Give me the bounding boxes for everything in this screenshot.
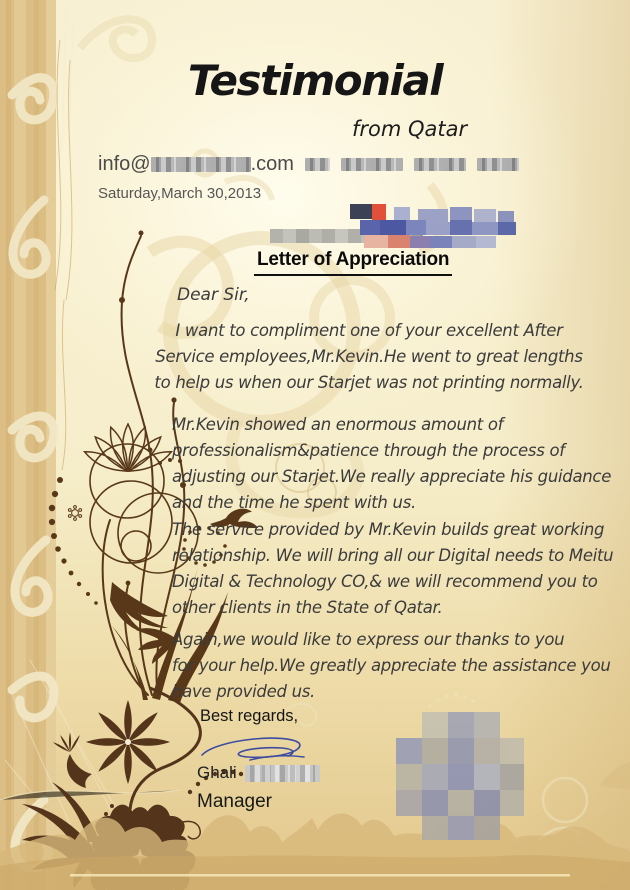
page-subtitle: from Qatar [352,117,468,141]
contact-line [98,153,519,176]
paragraph-2 [172,412,630,516]
signer-title: Manager [197,791,272,812]
paragraph-line: Mr.Kevin showed an enormous amount of [172,415,504,434]
paragraph-line: Service employees,Mr.Kevin.He went to great lengths [155,347,583,366]
paragraph-line: relationship. We will bring all our Digital needs to Meitu [172,546,614,565]
paragraph-line: and the time he spent with us. [172,493,416,512]
paragraph-4 [172,627,630,705]
paragraph-line: have provided us. [172,682,315,701]
letter-date: Saturday,March 30,2013 [98,185,262,202]
redacted-surname [245,765,320,782]
signer-name-row [197,763,320,783]
paragraph-line: adjusting our Starjet.We really appreciate his guidance [172,467,612,486]
paragraph-3 [172,517,630,621]
email-prefix: info@ [98,153,151,175]
paragraph-line: for your help.We greatly appreciate the assistance you [172,656,611,675]
redacted-contact-2 [341,158,403,171]
paragraph-line: Again,we would like to express our thanks to you [172,630,565,649]
paragraph-line: I want to compliment one of your excellent After [175,321,563,340]
email-suffix: .com [250,153,294,175]
redacted-contact-3 [414,158,466,171]
paragraph-line: professionalism&patience through the process of [172,441,565,460]
signer-name: Ghali [197,763,237,782]
salutation: Dear Sir, [177,285,250,305]
redacted-email-domain [151,157,251,172]
paragraph-line: Digital & Technology CO,& we will recommend you to [172,572,598,591]
paragraph-line: to help us when our Starjet was not printing normally. [154,373,584,392]
closing: Best regards, [200,707,299,725]
redacted-contact-1 [305,158,330,171]
redacted-contact-4 [477,158,519,171]
page-title: Testimonial [187,56,443,105]
paragraph-line: The service provided by Mr.Kevin builds great working [172,520,605,539]
letter-heading: Letter of Appreciation [254,249,452,276]
paragraph-1 [126,318,612,396]
paragraph-line: other clients in the State of Qatar. [172,598,443,617]
